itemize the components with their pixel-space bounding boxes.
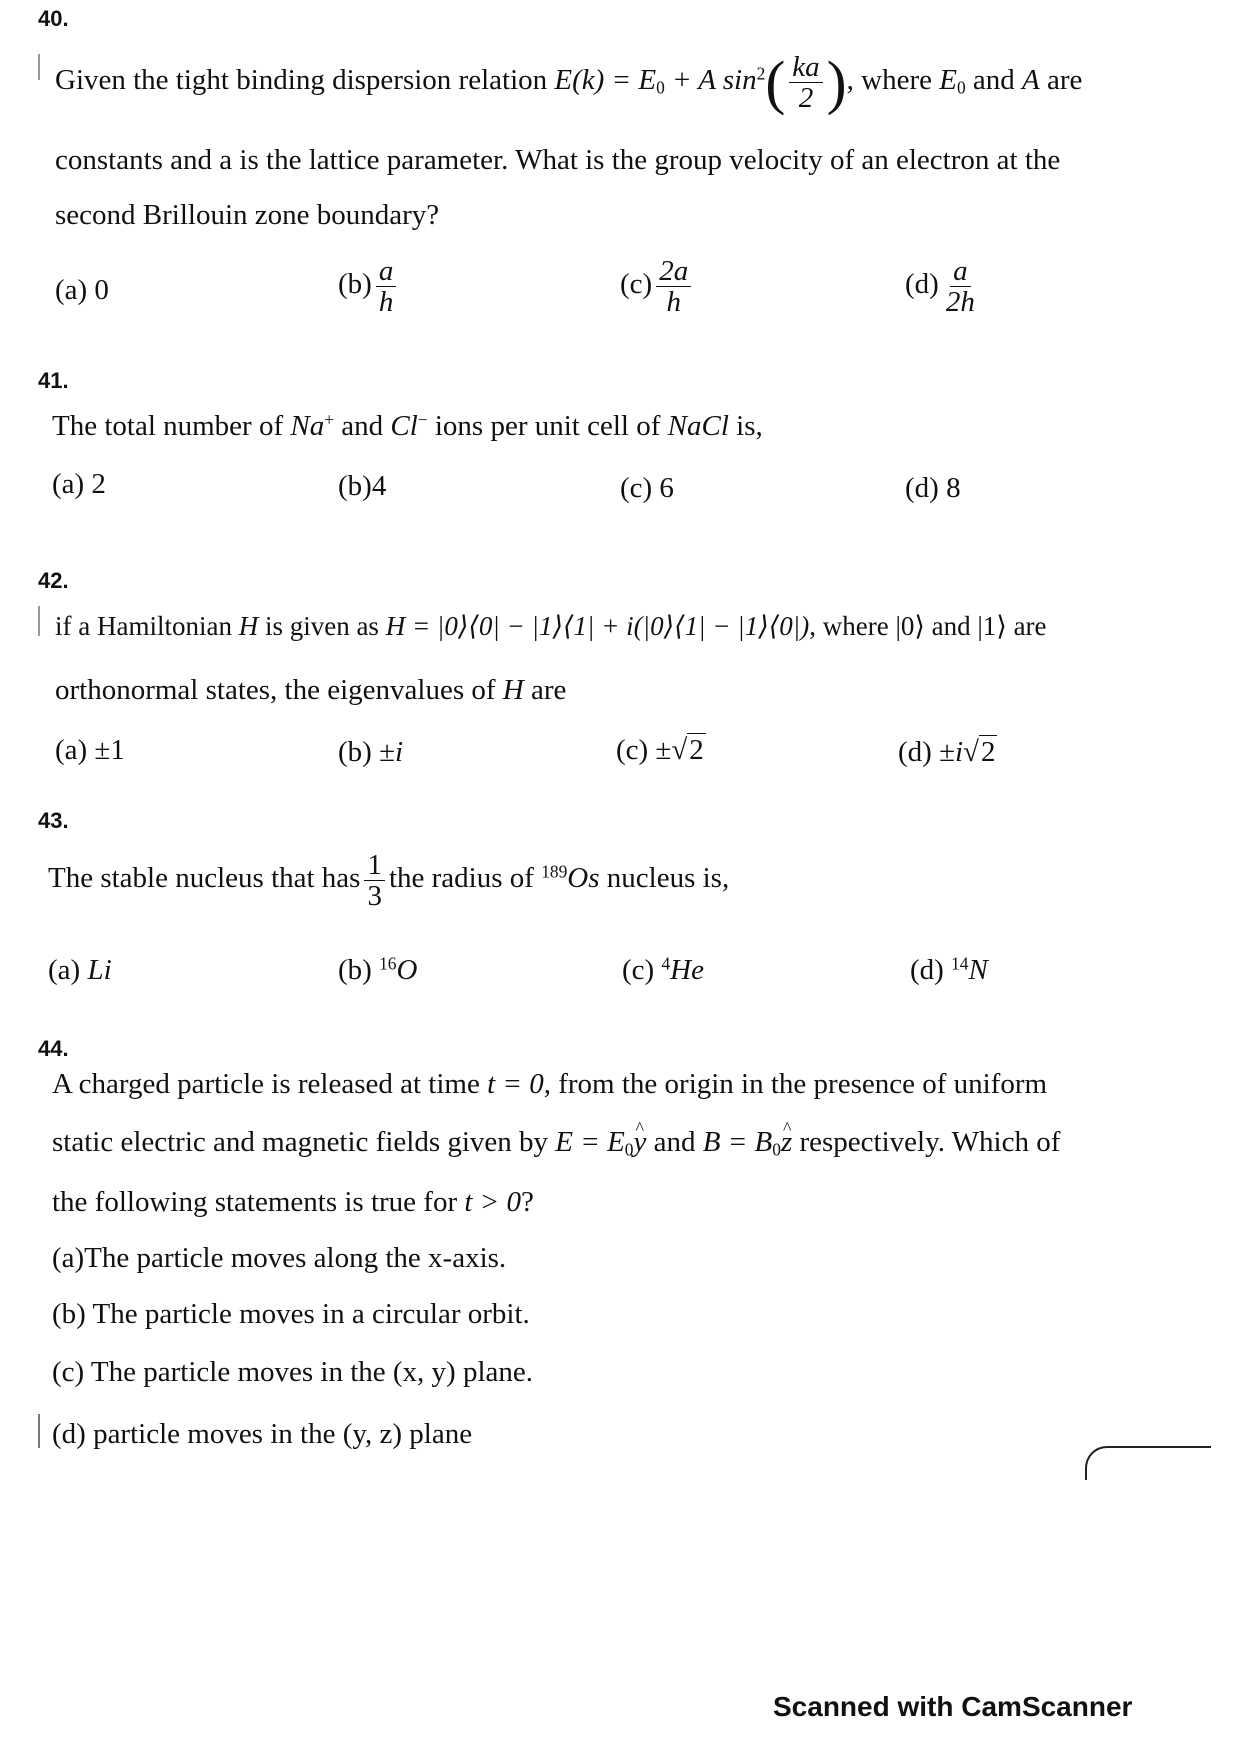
q41-option-c: (c) 6	[620, 472, 674, 504]
q40-stem-text: Given the tight binding dispersion relation	[55, 64, 548, 97]
q44-option-c: (c) The particle moves in the (x, y) plane.	[52, 1356, 534, 1388]
q40-option-a: (a) 0	[55, 274, 109, 306]
scan-edge-mark	[38, 1414, 40, 1448]
q41-option-d: (d) 8	[905, 472, 961, 504]
q43-frac: $\frac{1}{3}$	[364, 850, 385, 911]
q40-stem-line-3: second Brillouin zone boundary?	[55, 199, 440, 231]
q40-option-d: (d) $\frac{a}{2h}$	[905, 255, 975, 318]
q41-option-b: (b)4	[338, 470, 387, 502]
scan-edge-mark	[38, 54, 40, 80]
scan-edge-mark	[38, 606, 40, 636]
q40-option-b: (b) $\frac{a}{h}$	[338, 256, 400, 317]
q43-stem: The stable nucleus that has $\frac{1}{3}$ the radius of $^{189}$Os nucleus is,	[48, 849, 730, 912]
q44-stem-line-2: static electric and magnetic fields given by $E = E_0\^{}$ y and $B = B_0\^{}$ z respectively. Which of	[52, 1124, 1060, 1160]
q44-stem-line-1: A charged particle is released at time t = 0, from the origin in the presence of uniform	[52, 1068, 1048, 1100]
q40-stem-line-2: constants and a is the lattice parameter. What is the group velocity of an electron at the	[55, 144, 1061, 176]
q42-hamiltonian: H = |0⟩⟨0| − |1⟩⟨1| + i(|0⟩⟨1| − |1⟩⟨0|)	[385, 611, 810, 641]
q40-where: , where	[846, 64, 932, 97]
question-number-41: 41.	[38, 368, 69, 393]
q44-option-b: (b) The particle moves in a circular orbit.	[52, 1298, 530, 1330]
q44-option-a: (a)The particle moves along the x-axis.	[52, 1242, 507, 1274]
q42-option-c: (c) ±√2	[616, 734, 704, 766]
q40-frac: $\frac{ka}{2}$	[789, 52, 822, 113]
q42-option-d: (d) ±i√2	[898, 736, 996, 768]
question-number-42: 42.	[38, 568, 69, 593]
q42-stem-line-1: if a Hamiltonian H is given as H = |0⟩⟨0| − |1⟩⟨1| + i(|0⟩⟨1| − |1⟩⟨0|), where |0⟩ and |1⟩ are	[55, 611, 1047, 641]
q41-stem: The total number of Na+ and Cl− ions per unit cell of NaCl is,	[52, 409, 763, 442]
q42-option-b: (b) ±i	[338, 736, 404, 768]
question-number-44: 44.	[38, 1036, 69, 1061]
q43-option-b: (b) $^{16}$O	[338, 953, 418, 986]
margin-hook-mark	[1085, 1446, 1211, 1480]
question-number-43: 43.	[38, 808, 69, 833]
q42-stem-line-2: orthonormal states, the eigenvalues of H are	[55, 674, 567, 706]
q41-option-a: (a) 2	[52, 468, 106, 500]
q40-stem-line-1: Given the tight binding dispersion relation $E(k) = E_0 + A$ $\sin^2$( $\frac{ka}{2}$ ), where $E_0$ and A are	[55, 49, 1083, 116]
question-number-40: 40.	[38, 6, 69, 31]
q40-are: are	[1047, 64, 1083, 97]
q40-formula-lhs: E(k) = E	[554, 64, 657, 97]
q40-A: A	[1022, 64, 1040, 97]
q40-and: and	[972, 64, 1015, 97]
q40-e0: E	[939, 64, 957, 97]
q43-option-c: (c) $^4$He	[622, 953, 704, 986]
q43-option-d: (d) $^{14}$N	[910, 953, 988, 986]
q40-formula-mid: + A sin	[672, 64, 757, 97]
scanner-watermark: Scanned with CamScanner	[773, 1691, 1133, 1722]
q43-option-a: (a) Li	[48, 954, 112, 986]
q44-stem-line-3: the following statements is true for t > 0?	[52, 1186, 534, 1218]
q40-option-c: (c) $\frac{2a}{h}$	[620, 256, 695, 317]
q44-option-d: (d) particle moves in the (y, z) plane	[52, 1418, 473, 1450]
q42-option-a: (a) ±1	[55, 734, 125, 766]
